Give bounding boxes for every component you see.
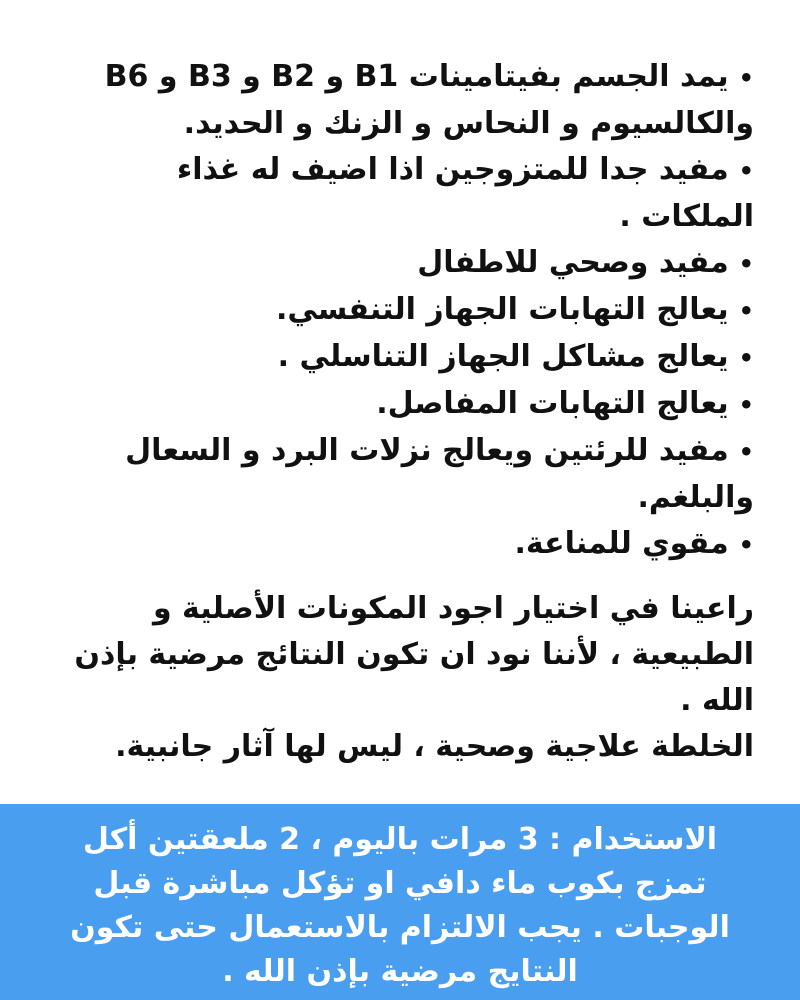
benefit-item-vitamins [54, 54, 754, 147]
benefit-text: يعالج التهابات الجهاز التنفسي. [276, 292, 729, 327]
benefit-text: مفيد للرئتين ويعالج نزلات البرد و السعال والبلغم. [125, 433, 754, 515]
ingredients-note: راعينا في اختيار اجود المكونات الأصلية و الطبيعية ، لأننا نود ان تكون النتائج مرضية بإذن الله . [74, 591, 754, 718]
bullet-icon: • [738, 157, 754, 185]
bullet-icon: • [738, 531, 754, 559]
bullet-icon: • [738, 391, 754, 419]
benefit-text: مقوي للمناعة. [514, 526, 729, 561]
bullet-icon: • [738, 297, 754, 325]
benefit-text: يعالج التهابات المفاصل. [376, 386, 729, 421]
usage-banner [0, 804, 800, 1000]
bullet-icon: • [738, 64, 754, 92]
benefit-item-joints [54, 381, 754, 428]
bullet-icon: • [738, 344, 754, 372]
benefit-item-reproductive [54, 334, 754, 381]
benefit-text: مفيد جدا للمتزوجين اذا اضيف له غذاء الملكات . [176, 152, 754, 234]
benefit-item-married [54, 147, 754, 240]
benefit-item-lungs [54, 428, 754, 521]
benefit-text: يمد الجسم بفيتامينات B1 و B2 و B3 و B6 والكالسيوم و النحاس و الزنك و الحديد. [104, 59, 754, 141]
benefits-list [54, 54, 754, 568]
usage-instructions: الاستخدام : 3 مرات باليوم ، 2 ملعقتين أكل تمزج بكوب ماء دافي او تؤكل مباشرة قبل الوجبات . يجب الالتزام بالاستعمال حتى تكون النتايج مرضية بإذن الله . [70, 822, 730, 989]
benefit-item-immunity [54, 521, 754, 568]
benefit-item-respiratory [54, 287, 754, 334]
notes-section [54, 586, 754, 770]
side-effects-note: الخلطة علاجية وصحية ، ليس لها آثار جانبية. [115, 729, 754, 764]
benefit-text: يعالج مشاكل الجهاز التناسلي . [277, 339, 729, 374]
bullet-icon: • [738, 438, 754, 466]
benefit-text: مفيد وصحي للاطفال [417, 245, 729, 280]
bullet-icon: • [738, 250, 754, 278]
benefit-item-children [54, 240, 754, 287]
